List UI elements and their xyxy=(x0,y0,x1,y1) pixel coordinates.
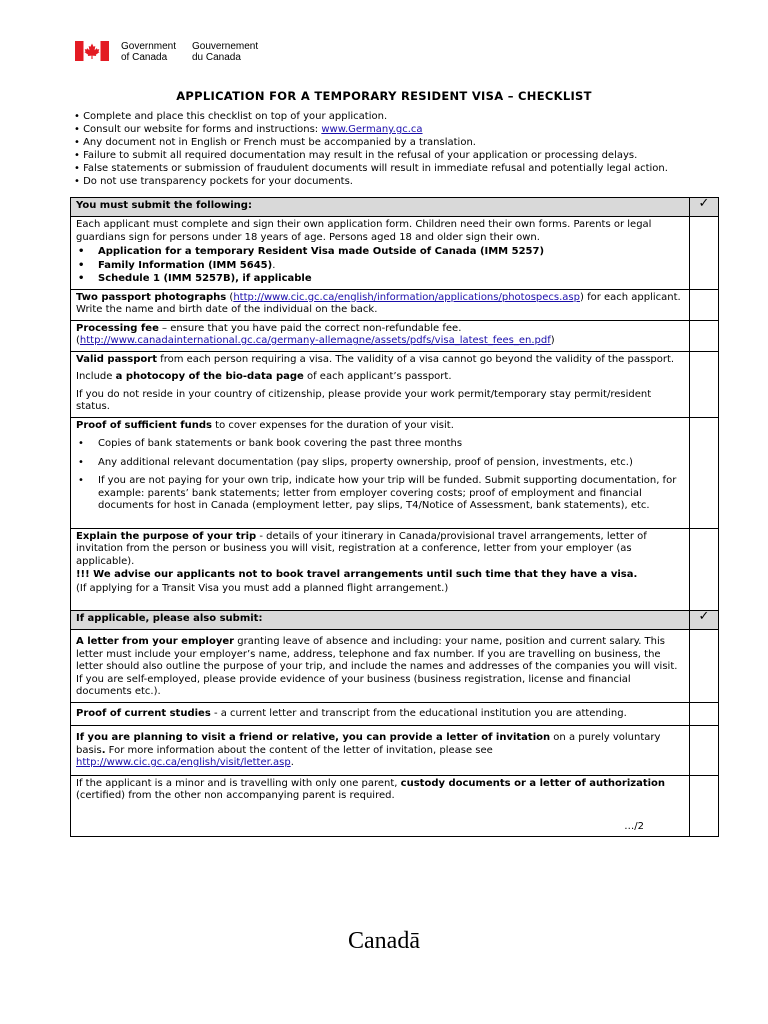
section-heading: If applicable, please also submit: xyxy=(71,611,690,630)
page-continuation-marker: …/2 xyxy=(624,820,644,832)
checklist-row-fee xyxy=(71,320,719,351)
row-content xyxy=(71,320,690,351)
section-heading: You must submit the following: xyxy=(71,198,690,217)
instruction-item xyxy=(74,176,668,189)
text: to cover expenses for the duration of your visit. xyxy=(211,419,454,431)
instruction-item xyxy=(74,124,668,137)
instruction-list xyxy=(74,111,668,188)
instruction-text: Do not use transparency pockets for your documents. xyxy=(83,175,353,187)
fees-link[interactable]: http://www.canadainternational.gc.ca/germany-allemagne/assets/pdfs/visa_latest_fees_en.pdf xyxy=(79,335,551,346)
row-content xyxy=(71,775,690,837)
text: of each applicant’s passport. xyxy=(303,371,452,382)
text: - details of your itinerary in Canada/provisional travel arrangements, letter of invitation from the person or business you will visit, registration at a conference, letter from your employer (as applicable). xyxy=(76,530,647,567)
forms-list xyxy=(76,246,684,286)
form-name: Schedule 1 (IMM 5257B), if applicable xyxy=(98,273,312,284)
residence-text: If you do not reside in your country of citizenship, please provide your work permit/temporary stay permit/resident status. xyxy=(76,388,652,412)
form-name: Application for a temporary Resident Visa made Outside of Canada (IMM 5257) xyxy=(98,246,545,257)
checkbox-cell[interactable] xyxy=(690,351,719,417)
photocopy-text xyxy=(76,371,684,384)
checklist-row-custody xyxy=(71,775,719,837)
item-title: custody documents or a letter of authorization xyxy=(400,777,666,789)
list-item: • Any additional relevant documentation (pay slips, property ownership, proof of pension, investments, etc.) xyxy=(76,457,684,470)
forms-intro: Each applicant must complete and sign their own application form. Children need their own forms. Parents or legal guardians sign for persons under 18 years of age. Persons aged 18 and older sign their own. xyxy=(76,219,652,243)
purpose-warning xyxy=(76,569,684,582)
checkbox-cell[interactable] xyxy=(690,726,719,776)
text: granting leave of absence and including: your name, position and current salary. This letter must include your employer’s name, address, telephone and fax number. If you are travelling on business, the letter should also outline the purpose of your trip, and include the names and addresses of the companies you will visit. If you are self-employed, please provide evidence of your business (business registration, license and financial documents etc.). xyxy=(76,636,678,697)
item-title: Proof of sufficient funds xyxy=(76,419,212,431)
purpose-text xyxy=(76,531,684,569)
item-title: Valid passport xyxy=(76,353,157,365)
instruction-text: Complete and place this checklist on top of your application. xyxy=(83,111,388,122)
list-item xyxy=(76,246,684,259)
checkbox-cell[interactable] xyxy=(690,528,719,611)
text: - a current letter and transcript from the educational institution you are attending. xyxy=(210,707,627,719)
checklist-row-invitation xyxy=(71,726,719,776)
page-title: APPLICATION FOR A TEMPORARY RESIDENT VISA – CHECKLIST xyxy=(176,89,592,103)
checklist-row-passport xyxy=(71,351,719,417)
text: If the applicant is a minor and is travelling with only one parent, xyxy=(76,777,401,789)
canada-flag-icon xyxy=(75,41,109,61)
checkbox-cell[interactable] xyxy=(690,630,719,703)
funds-text xyxy=(76,420,684,433)
text: ) xyxy=(550,335,555,346)
gov-en-line2: of Canada xyxy=(121,52,168,63)
checklist-table xyxy=(70,197,719,837)
text: – ensure that you have paid the correct non-refundable fee. xyxy=(158,322,462,334)
row-content xyxy=(71,702,690,726)
row-content xyxy=(71,289,690,320)
warning-text: !!! We advise our applicants not to book travel arrangements until such time that they have a visa. xyxy=(76,569,638,580)
checklist-row-employer xyxy=(71,630,719,703)
gov-fr-line2: du Canada xyxy=(192,52,241,63)
transit-note: (If applying for a Transit Visa you must add a planned flight arrangement.) xyxy=(76,582,449,594)
checklist-row-studies xyxy=(71,702,719,726)
item-title: Explain the purpose of your trip xyxy=(76,530,257,542)
text: on a purely voluntary basis xyxy=(76,732,661,756)
section-header-optional xyxy=(71,611,719,630)
row-content xyxy=(71,351,690,417)
item-title: Two passport photographs xyxy=(76,291,227,303)
row-content xyxy=(71,726,690,776)
item-title: Processing fee xyxy=(76,322,159,334)
checklist-row-funds xyxy=(71,417,719,528)
passport-text xyxy=(76,354,684,367)
text: For more information about the content of the letter of invitation, please see xyxy=(105,744,493,756)
gov-en-line1: Government xyxy=(121,41,177,52)
checkbox-cell[interactable] xyxy=(690,289,719,320)
item-title: A letter from your employer xyxy=(76,636,235,647)
instruction-item xyxy=(74,163,668,176)
list-item xyxy=(76,273,684,286)
item-title: Proof of current studies xyxy=(76,707,211,719)
text: ( xyxy=(76,335,80,346)
row-content xyxy=(71,528,690,611)
text: ) for each applicant. Write the name and birth date of the individual on the back. xyxy=(76,291,681,315)
checklist-row-photos xyxy=(71,289,719,320)
gouvernement-du-canada-label xyxy=(192,41,272,63)
checkbox-cell[interactable] xyxy=(690,320,719,351)
checklist-row-forms xyxy=(71,217,719,290)
checklist-row-purpose xyxy=(71,528,719,611)
list-item: • Copies of bank statements or bank book covering the past three months xyxy=(76,438,684,451)
row-content xyxy=(71,417,690,528)
checkmark-icon: ✓ xyxy=(690,198,719,217)
item-title: If you are planning to visit a friend or relative, you can provide a letter of invitation xyxy=(76,732,551,743)
instruction-text: Consult our website for forms and instructions: xyxy=(83,123,322,135)
checkmark-icon: ✓ xyxy=(690,611,719,630)
gov-fr-line1: Gouvernement xyxy=(192,41,259,52)
instruction-text: Failure to submit all required documentation may result in the refusal of your application or processing delays. xyxy=(83,149,638,161)
section-header-required xyxy=(71,198,719,217)
checkbox-cell[interactable] xyxy=(690,417,719,528)
list-item: • If you are not paying for your own trip, indicate how your trip will be funded. Submit supporting documentation, for example: parents’ bank statements; letter from employer covering costs; proof of employment and financial documents for host in Canada (employment letter, pay slips, T4/Notice of Assessment, bank statements), etc. xyxy=(76,475,684,513)
row-content xyxy=(71,630,690,703)
instruction-text: False statements or submission of fraudulent documents will result in immediate refusal and potentially legal action. xyxy=(83,162,668,174)
canada-wordmark: Canadā xyxy=(348,928,420,954)
checkbox-cell[interactable] xyxy=(690,217,719,290)
row-content xyxy=(71,217,690,290)
funds-list xyxy=(76,438,684,513)
form-name: Family Information (IMM 5645) xyxy=(98,259,273,271)
instruction-item xyxy=(74,111,668,124)
instruction-item xyxy=(74,137,668,150)
list-item xyxy=(76,260,684,273)
text: ( xyxy=(226,291,234,303)
instruction-text: Any document not in English or French must be accompanied by a translation. xyxy=(83,136,476,148)
checkbox-cell[interactable] xyxy=(690,775,719,837)
photospecs-link[interactable]: http://www.cic.gc.ca/english/information/applications/photospecs.asp xyxy=(233,291,580,303)
government-of-canada-label xyxy=(121,41,191,63)
punctuation: . xyxy=(101,744,106,756)
instruction-item xyxy=(74,150,668,163)
punctuation: . xyxy=(272,259,276,271)
text: (certified) from the other non accompanying parent is required. xyxy=(76,790,395,801)
text: from each person requiring a visa. The validity of a visa cannot go beyond the validity of the passport. xyxy=(157,353,675,365)
website-link[interactable]: www.Germany.gc.ca xyxy=(321,123,423,135)
item-title: a photocopy of the bio-data page xyxy=(115,371,304,382)
checkbox-cell[interactable] xyxy=(690,702,719,726)
punctuation: . xyxy=(290,757,294,768)
text: Include xyxy=(76,371,116,382)
invitation-letter-link[interactable]: http://www.cic.gc.ca/english/visit/letter.asp xyxy=(76,757,291,768)
